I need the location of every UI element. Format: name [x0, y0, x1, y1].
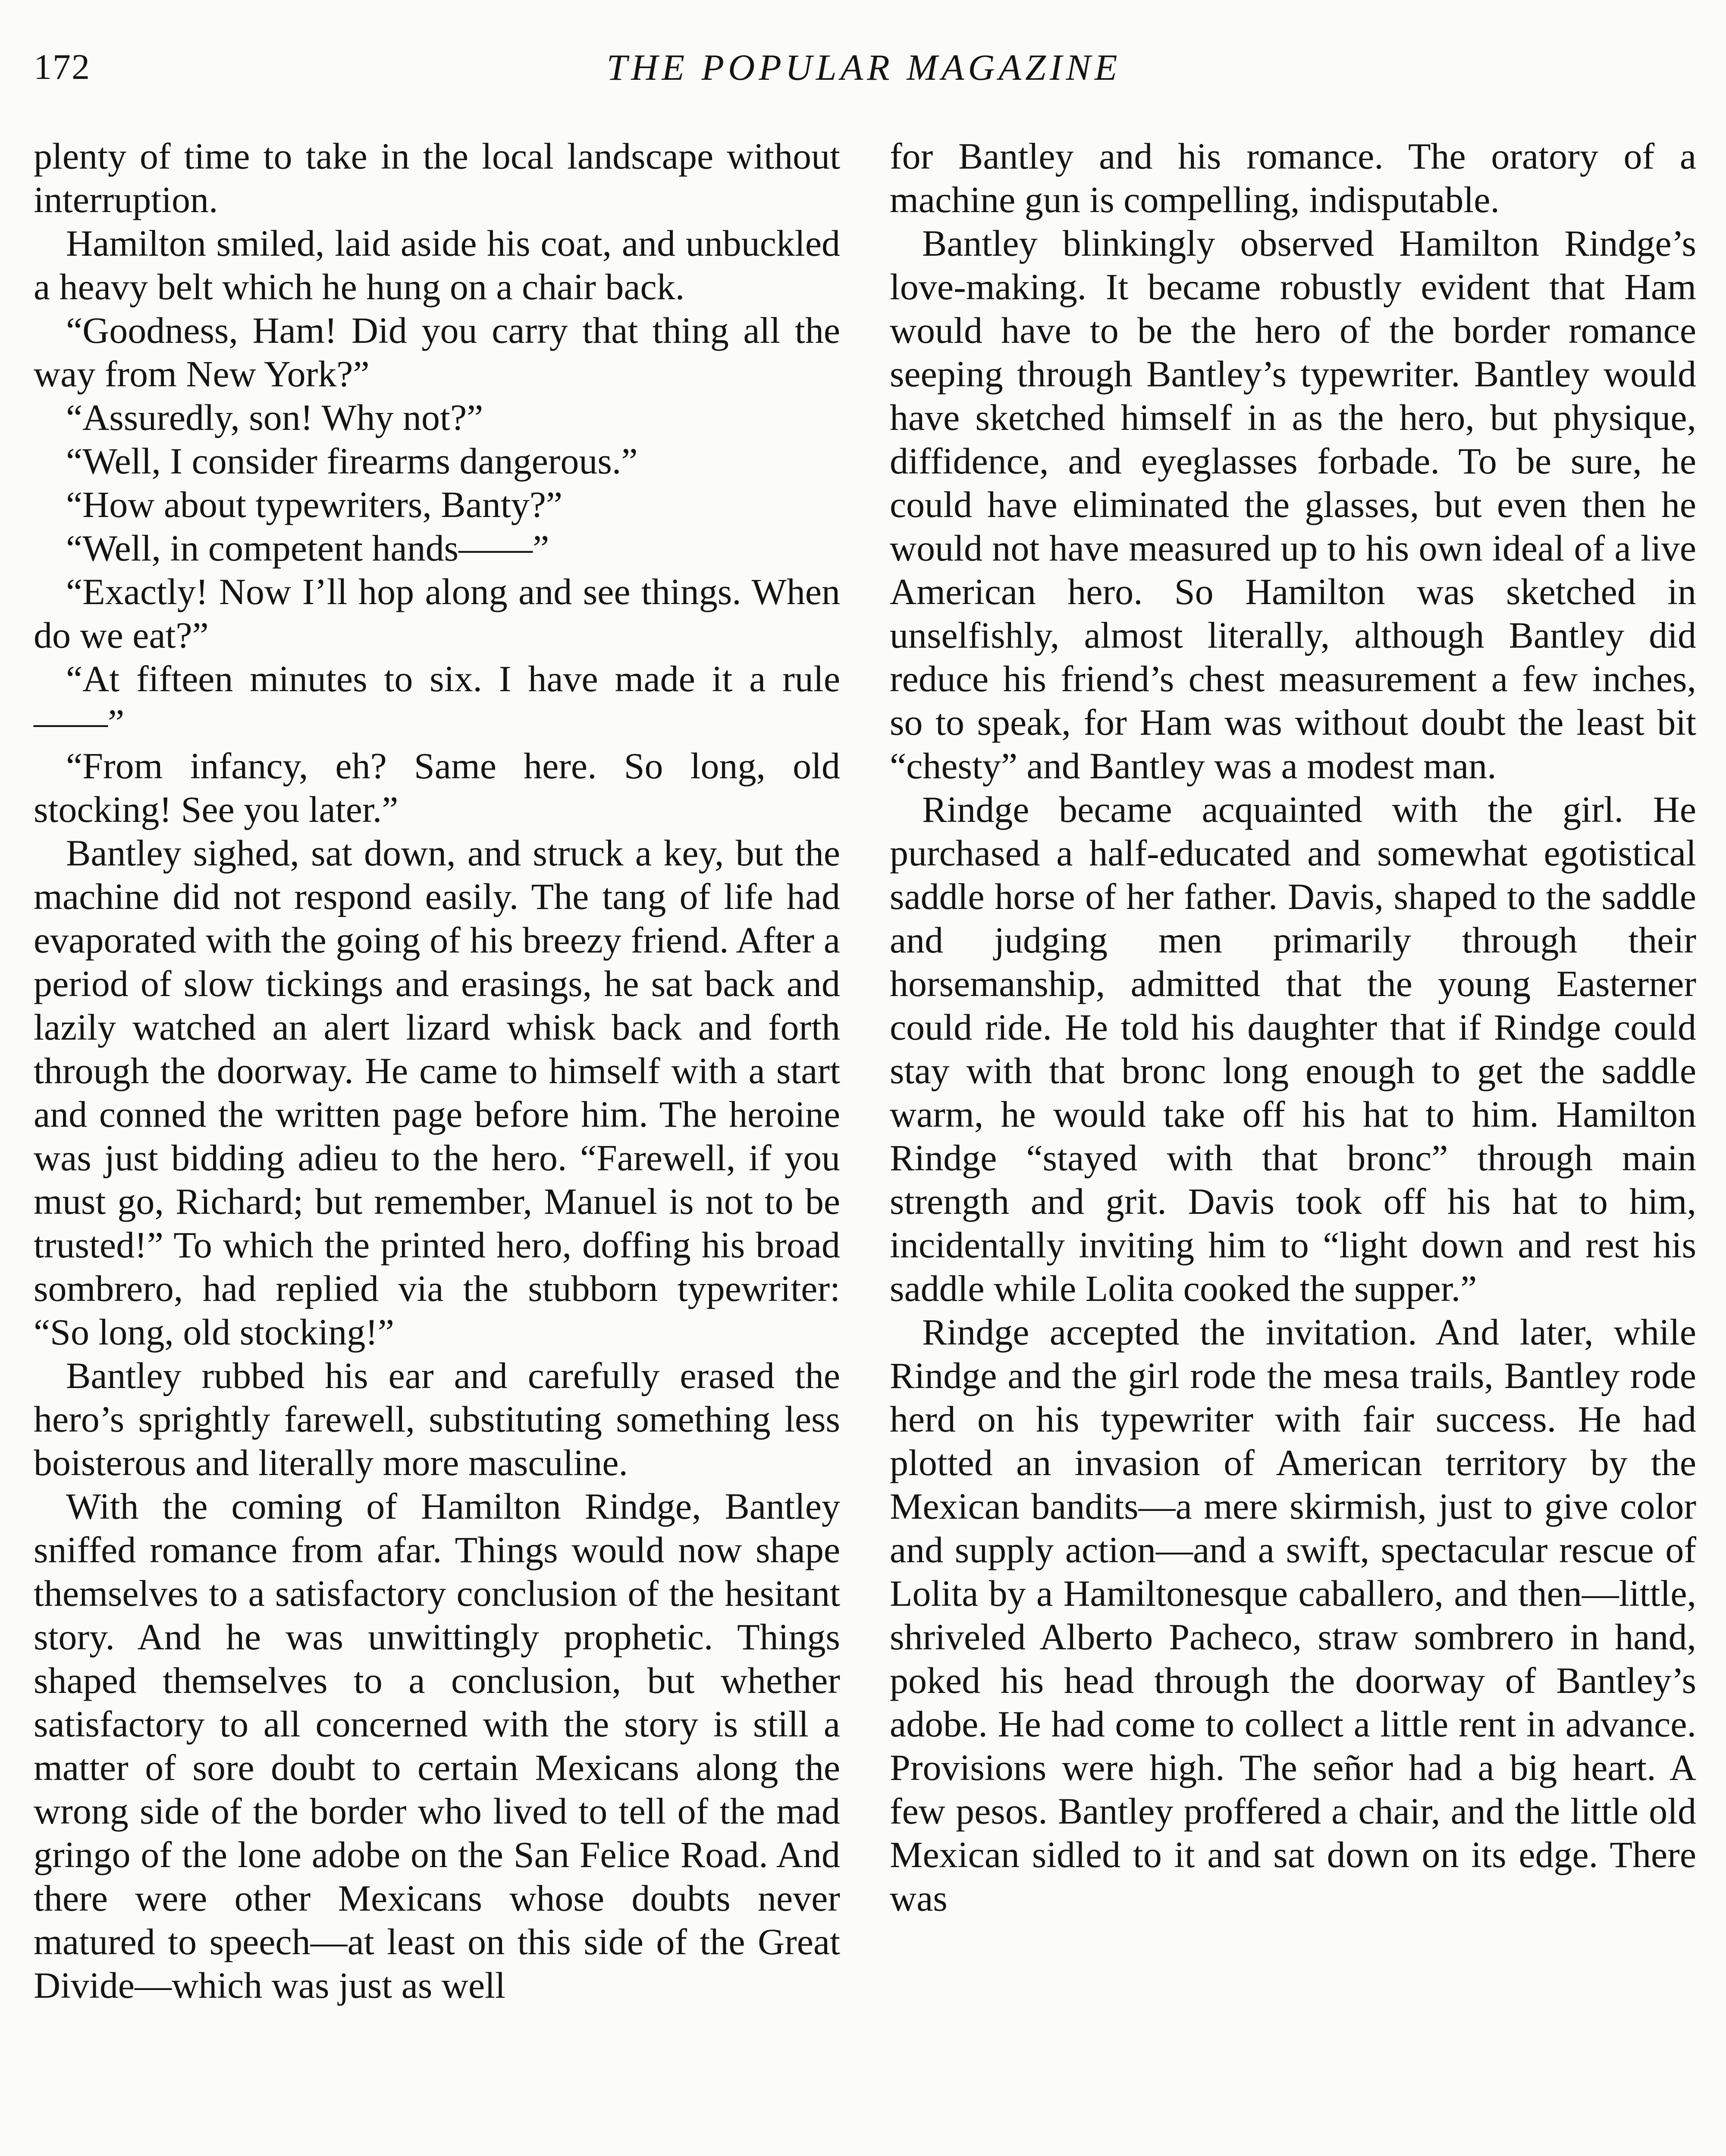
left-column	[34, 135, 840, 2007]
paragraph: plenty of time to take in the local landscape without interruption.	[34, 135, 840, 220]
paragraph: Rindge became acquainted with the girl. He purchased a half-educated and somewhat egotistical saddle horse of her father. Davis, shaped to the saddle and judging men primarily through their horsemanship, admitted that the young Easterner could ride. He told his daughter that if Rindge could stay with that bronc long enough to get the saddle warm, he would take off his hat to him. Hamilton Rindge “stayed with that bronc” through main strength and grit. Davis took off his hat to him, incidentally inviting him to “light down and rest his saddle while Lolita cooked the supper.”	[890, 789, 1696, 1309]
paragraph: “Well, I consider firearms dangerous.”	[66, 440, 638, 482]
paragraph: Bantley blinkingly observed Hamilton Rindge’s love-making. It became robustly evident that Ham would have to be the hero of the border romance seeping through Bantley’s typewriter. Bantley would have sketched himself in as the hero, but physique, diffidence, and eyeglasses forbade. To be sure, he could have eliminated the glasses, but even then he would not have measured up to his own ideal of a live American hero. So Hamilton was sketched in unselfishly, almost literally, although Bantley did reduce his friend’s chest measurement a few inches, so to speak, for Ham was without doubt the least bit “chesty” and Bantley was a modest man.	[890, 222, 1696, 787]
paragraph: Bantley sighed, sat down, and struck a key, but the machine did not respond easily. The tang of life had evaporated with the going of his breezy friend. After a period of slow tickings and erasings, he sat back and lazily watched an alert lizard whisk back and forth through the doorway. He came to himself with a start and conned the written page before him. The heroine was just bidding adieu to the hero. “Farewell, if you must go, Richard; but remember, Manuel is not to be trusted!” To which the printed hero, doffing his broad sombrero, had replied via the stubborn typewriter: “So long, old stocking!”	[34, 832, 840, 1353]
paragraph: Rindge accepted the invitation. And later, while Rindge and the girl rode the mesa trails, Bantley rode herd on his typewriter with fair success. He had plotted an invasion of American territory by the Mexican bandits—a mere skirmish, just to give color and supply action—and a swift, spectacular rescue of Lolita by a Hamiltonesque caballero, and then—little, shriveled Alberto Pacheco, straw sombrero in hand, poked his head through the doorway of Bantley’s adobe. He had come to collect a little rent in advance. Provisions were high. The señor had a big heart. A few pesos. Bantley proffered a chair, and the little old Mexican sidled to it and sat down on its edge. There was	[890, 1311, 1696, 1919]
paragraph: “At fifteen minutes to six. I have made it a rule——”	[34, 658, 840, 743]
paragraph: for Bantley and his romance. The oratory of a machine gun is compelling, indisputable.	[890, 135, 1696, 220]
paragraph: “How about typewriters, Banty?”	[66, 484, 563, 525]
paragraph: Hamilton smiled, laid aside his coat, and unbuckled a heavy belt which he hung on a chair back.	[34, 222, 840, 307]
paragraph: With the coming of Hamilton Rindge, Bantley sniffed romance from afar. Things would now shape themselves to a satisfactory conclusion of the hesitant story. And he was unwittingly prophetic. Things shaped themselves to a conclusion, but whether satisfactory to all concerned with the story is still a matter of sore doubt to certain Mexicans along the wrong side of the border who lived to tell of the mad gringo of the lone adobe on the San Felice Road. And there were other Mexicans whose doubts never matured to speech—at least on this side of the Great Divide—which was just as well	[34, 1485, 840, 2006]
paragraph: Bantley rubbed his ear and carefully erased the hero’s sprightly farewell, substituting something less boisterous and literally more masculine.	[34, 1355, 840, 1483]
paragraph: “Exactly! Now I’ll hop along and see things. When do we eat?”	[34, 571, 840, 656]
right-column	[890, 135, 1696, 1920]
running-head: THE POPULAR MAGAZINE	[606, 47, 1121, 88]
paragraph: “From infancy, eh? Same here. So long, old stocking! See you later.”	[34, 745, 840, 830]
page-number: 172	[34, 47, 91, 87]
paragraph: “Well, in competent hands——”	[66, 527, 549, 569]
page-header	[34, 41, 1694, 93]
paragraph: “Goodness, Ham! Did you carry that thing all the way from New York?”	[34, 310, 840, 395]
paragraph: “Assuredly, son! Why not?”	[66, 397, 483, 438]
